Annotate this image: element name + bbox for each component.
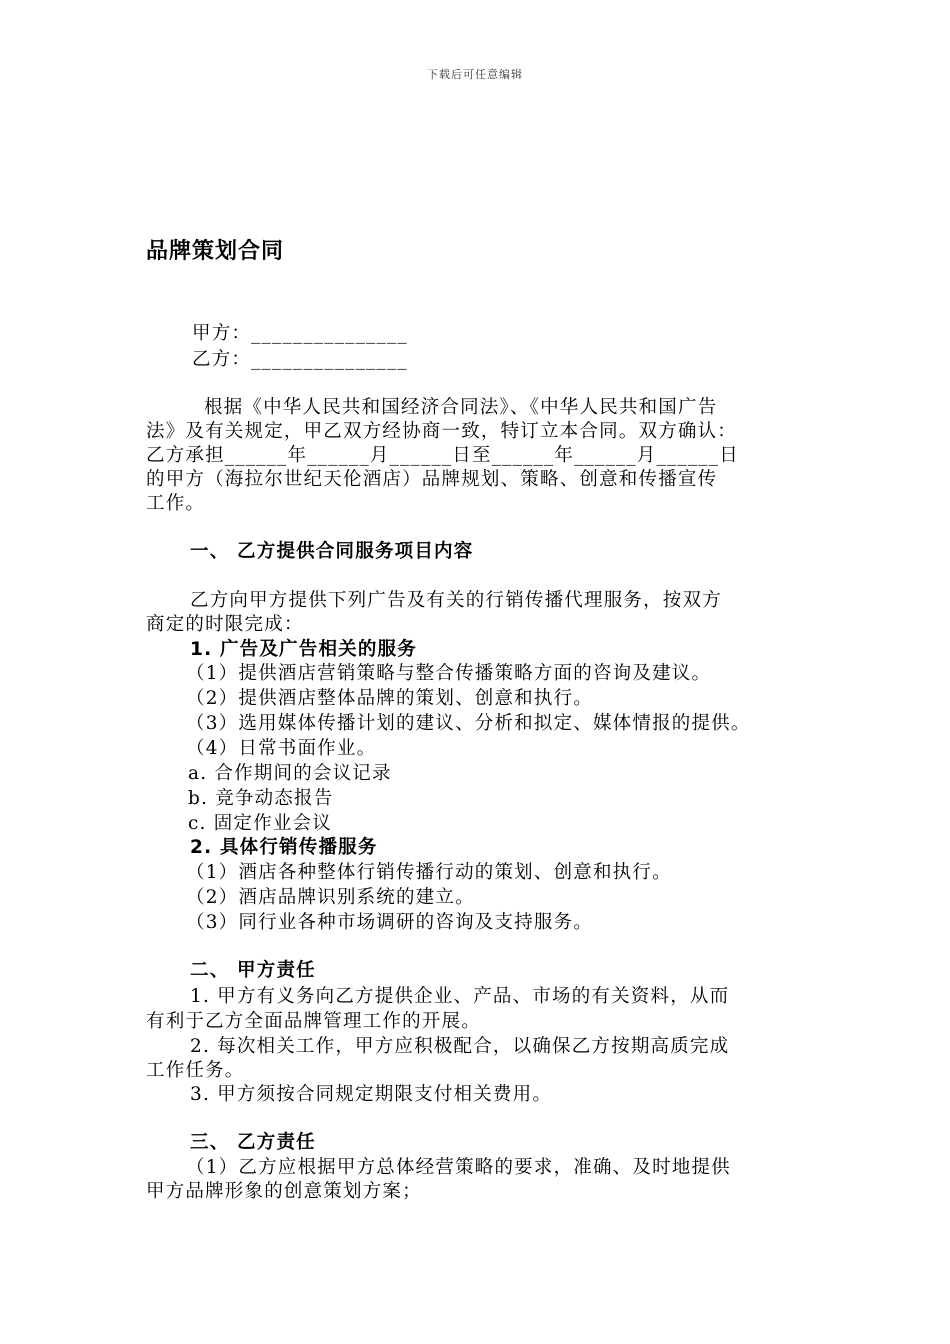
section-heading: 三、 乙方责任	[190, 1132, 316, 1153]
list-item: （3）同行业各种市场调研的咨询及支持服务。	[186, 912, 593, 933]
paragraph-line: 2. 每次相关工作，甲方应积极配合，以确保乙方按期高质完成	[190, 1036, 730, 1057]
document-title: 品牌策划合同	[146, 239, 285, 264]
intro-line: 工作。	[146, 493, 206, 514]
paragraph-line: （1）乙方应根据甲方总体经营策略的要求，准确、及时地提供	[186, 1157, 731, 1178]
subsection-heading: 2. 具体行销传播服务	[190, 837, 378, 858]
party-b-line: 乙方：_______________	[192, 349, 408, 370]
section-heading: 二、 甲方责任	[190, 960, 316, 981]
intro-line: 乙方承担______年______月______日至______年______月______日	[146, 445, 739, 466]
section-heading: 一、 乙方提供合同服务项目内容	[190, 541, 474, 562]
paragraph-line: 甲方品牌形象的创意策划方案；	[146, 1181, 422, 1202]
party-a-line: 甲方：_______________	[192, 323, 408, 344]
list-item: c. 固定作业会议	[188, 813, 332, 834]
list-item: （3）选用媒体传播计划的建议、分析和拟定、媒体情报的提供。	[186, 713, 751, 734]
list-item: （1）酒店各种整体行销传播行动的策划、创意和执行。	[186, 862, 672, 883]
paragraph-line: 3. 甲方须按合同规定期限支付相关费用。	[190, 1084, 553, 1105]
intro-line: 根据《中华人民共和国经济合同法》、《中华人民共和国广告	[204, 397, 718, 418]
paragraph-line: 有利于乙方全面品牌管理工作的开展。	[146, 1011, 481, 1032]
list-item: （2）酒店品牌识别系统的建立。	[186, 887, 475, 908]
paragraph-line: 工作任务。	[146, 1060, 245, 1081]
list-item: a. 合作期间的会议记录	[188, 763, 392, 784]
list-item: （2）提供酒店整体品牌的策划、创意和执行。	[186, 688, 593, 709]
paragraph-line: 1. 甲方有义务向乙方提供企业、产品、市场的有关资料，从而	[190, 986, 730, 1007]
intro-line: 的甲方（海拉尔世纪天伦酒店）品牌规划、策略、创意和传播宣传	[146, 469, 718, 490]
paragraph-line: 乙方向甲方提供下列广告及有关的行销传播代理服务，按双方	[190, 590, 722, 611]
list-item: b. 竞争动态报告	[188, 788, 334, 809]
header-note: 下载后可任意编辑	[427, 68, 523, 81]
paragraph-line: 商定的时限完成：	[146, 614, 304, 635]
subsection-heading: 1. 广告及广告相关的服务	[190, 639, 417, 660]
list-item: （4）日常书面作业。	[186, 738, 377, 759]
intro-line: 法》及有关规定，甲乙双方经协商一致，特订立本合同。双方确认：	[146, 421, 738, 442]
list-item: （1）提供酒店营销策略与整合传播策略方面的咨询及建议。	[186, 663, 712, 684]
